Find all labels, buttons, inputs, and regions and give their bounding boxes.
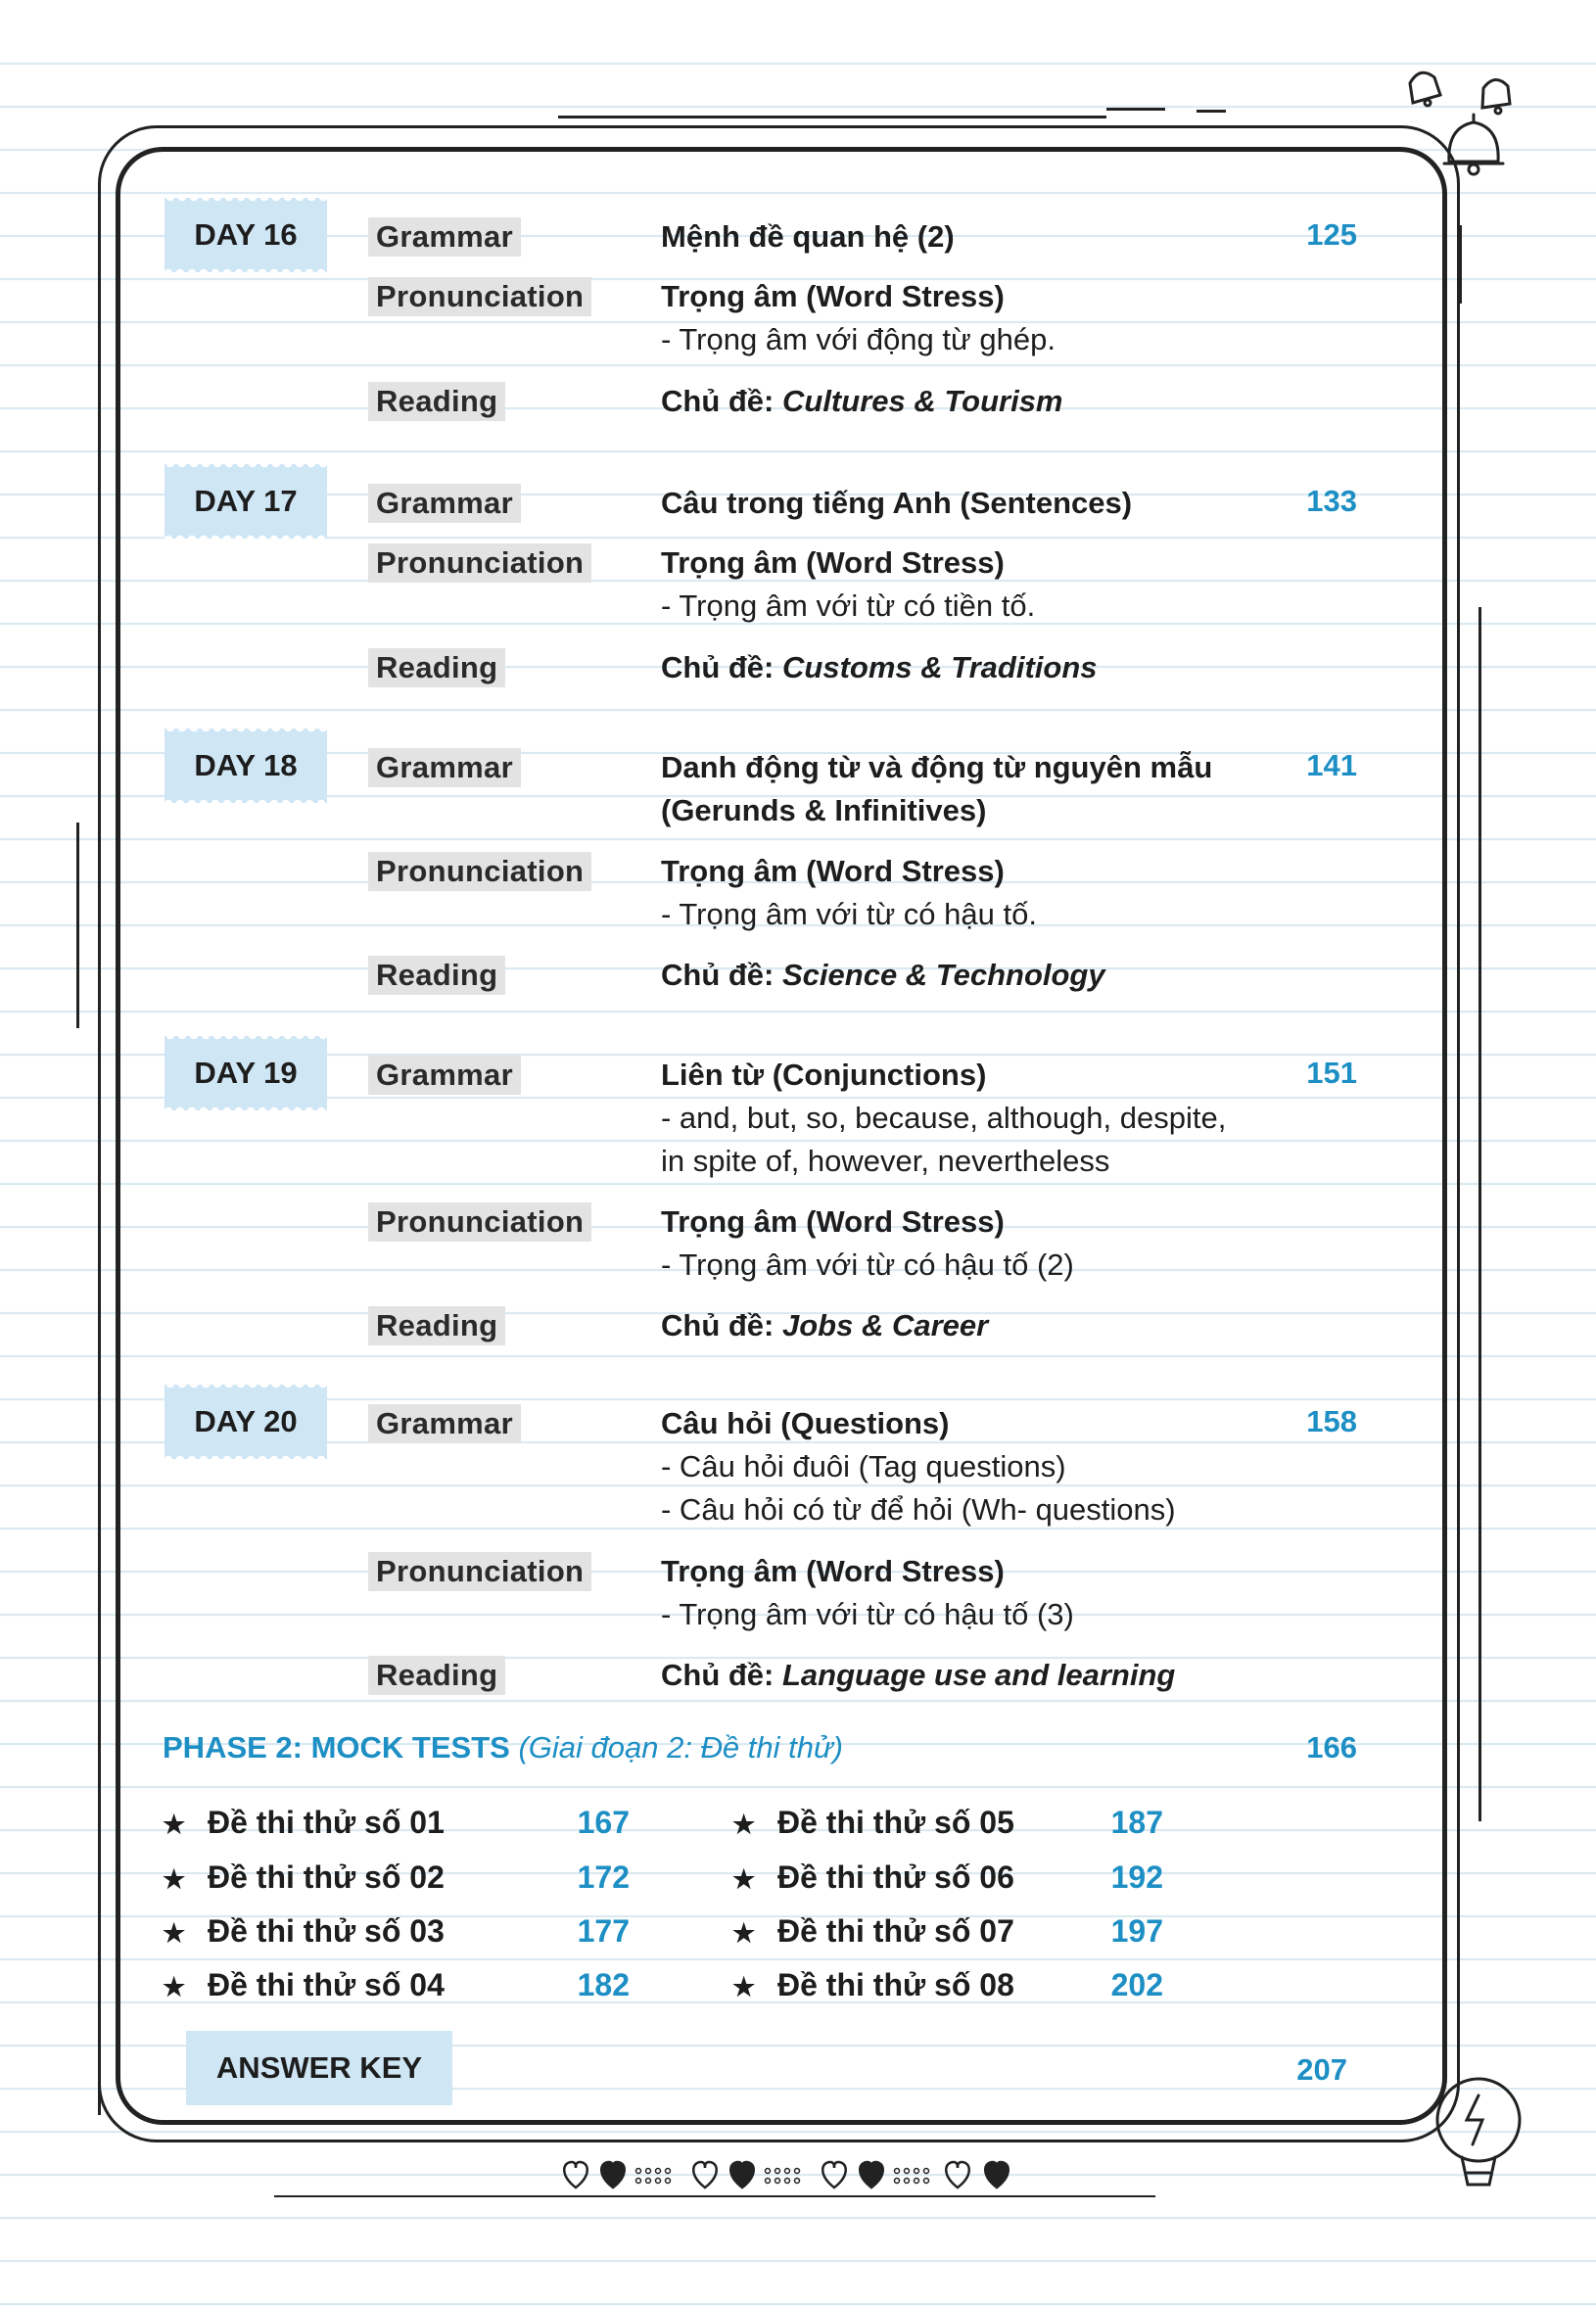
section-label-reading: Reading xyxy=(368,956,505,995)
topic-detail: - Câu hỏi có từ để hỏi (Wh- questions) xyxy=(661,1492,1176,1527)
section-label-pronunciation: Pronunciation xyxy=(368,852,591,891)
page-number: 207 xyxy=(1296,2052,1347,2087)
lightbulb-icon xyxy=(1425,2071,1532,2198)
topic-detail: - and, but, so, because, although, despite, xyxy=(661,1101,1227,1135)
day-tag: DAY 16 xyxy=(164,198,327,272)
section-label-pronunciation: Pronunciation xyxy=(368,277,591,316)
topic-theme: Science & Technology xyxy=(782,958,1105,992)
topic-entry xyxy=(661,954,1105,997)
topic-theme: Cultures & Tourism xyxy=(782,384,1063,418)
bells-icon xyxy=(1390,54,1537,181)
section-label-reading: Reading xyxy=(368,1306,505,1345)
topic-prefix: Chủ đề: xyxy=(661,384,782,418)
section-label-grammar: Grammar xyxy=(368,1404,521,1443)
topic-entry xyxy=(661,1200,1074,1287)
star-icon: ★ xyxy=(732,1972,756,2001)
topic-entry xyxy=(661,1550,1074,1636)
topic-entry xyxy=(661,541,1035,628)
mock-test-item: ★ Đề thi thử số 06 xyxy=(732,1859,1014,1895)
star-icon: ★ xyxy=(163,1810,186,1839)
mock-test-item: ★ Đề thi thử số 08 xyxy=(732,1967,1014,2002)
topic-detail: - Trọng âm với từ có tiền tố. xyxy=(661,588,1036,623)
page-number: 151 xyxy=(1306,1056,1357,1090)
section-label-reading: Reading xyxy=(368,648,505,687)
topic-detail: - Trọng âm với từ có hậu tố. xyxy=(661,897,1037,931)
topic-entry xyxy=(661,215,955,259)
topic-entry xyxy=(661,1654,1175,1697)
section-label-grammar: Grammar xyxy=(368,748,521,787)
topic-title: Câu trong tiếng Anh (Sentences) xyxy=(661,486,1133,520)
section-label-pronunciation: Pronunciation xyxy=(368,1552,591,1591)
mock-test-page: 182 xyxy=(577,1967,630,2002)
topic-detail: - Câu hỏi đuôi (Tag questions) xyxy=(661,1449,1066,1483)
topic-entry xyxy=(661,482,1132,525)
topic-prefix: Chủ đề: xyxy=(661,1658,782,1692)
mock-test-page: 167 xyxy=(577,1805,630,1840)
day-tag: DAY 20 xyxy=(164,1385,327,1459)
day-tag: DAY 17 xyxy=(164,464,327,539)
star-icon: ★ xyxy=(163,1864,186,1894)
section-label-reading: Reading xyxy=(368,1656,505,1695)
star-icon: ★ xyxy=(732,1864,756,1894)
star-icon: ★ xyxy=(163,1972,186,2001)
mock-test-item: ★ Đề thi thử số 03 xyxy=(163,1913,445,1949)
topic-entry xyxy=(661,380,1063,423)
topic-detail: - Trọng âm với động từ ghép. xyxy=(661,322,1056,356)
topic-title: Trọng âm (Word Stress) xyxy=(661,854,1005,888)
star-icon: ★ xyxy=(163,1918,186,1948)
topic-title: Danh động từ và động từ nguyên mẫu xyxy=(661,750,1213,784)
frame-sketch-dash xyxy=(1197,110,1226,113)
star-icon: ★ xyxy=(732,1810,756,1839)
hearts-divider-icon xyxy=(558,2156,1018,2195)
page-number: 125 xyxy=(1306,217,1357,252)
phase2-subtitle: (Giai đoạn 2: Đề thi thử) xyxy=(518,1730,843,1765)
mock-test-item: ★ Đề thi thử số 04 xyxy=(163,1967,445,2002)
topic-theme: Jobs & Career xyxy=(782,1308,989,1342)
topic-detail: in spite of, however, nevertheless xyxy=(661,1144,1110,1178)
mock-test-item: ★ Đề thi thử số 01 xyxy=(163,1805,445,1840)
page-number: 158 xyxy=(1306,1404,1357,1438)
page-number: 166 xyxy=(1306,1730,1357,1765)
mock-test-item: ★ Đề thi thử số 05 xyxy=(732,1805,1014,1840)
section-label-reading: Reading xyxy=(368,382,505,421)
topic-prefix: Chủ đề: xyxy=(661,1308,782,1342)
topic-entry xyxy=(661,746,1212,832)
answer-key-tag: ANSWER KEY xyxy=(186,2031,452,2105)
topic-title: Trọng âm (Word Stress) xyxy=(661,279,1005,313)
frame-sketch-dash xyxy=(1106,108,1165,111)
mock-test-page: 197 xyxy=(1110,1913,1163,1949)
section-label-grammar: Grammar xyxy=(368,217,521,257)
frame-sketch-side xyxy=(98,2056,101,2115)
phase2-heading xyxy=(163,1730,843,1765)
frame-sketch-line xyxy=(558,116,1106,118)
frame-sketch-side xyxy=(76,823,79,1028)
topic-title: Liên từ (Conjunctions) xyxy=(661,1058,987,1092)
frame-sketch-side xyxy=(1459,225,1462,304)
section-label-pronunciation: Pronunciation xyxy=(368,1202,591,1242)
topic-entry xyxy=(661,646,1098,689)
topic-prefix: Chủ đề: xyxy=(661,650,782,684)
topic-prefix: Chủ đề: xyxy=(661,958,782,992)
mock-test-page: 172 xyxy=(577,1859,630,1895)
day-tag: DAY 18 xyxy=(164,729,327,803)
topic-detail: - Trọng âm với từ có hậu tố (3) xyxy=(661,1597,1074,1631)
topic-theme: Language use and learning xyxy=(782,1658,1176,1692)
mock-test-item: ★ Đề thi thử số 07 xyxy=(732,1913,1014,1949)
day-tag: DAY 19 xyxy=(164,1036,327,1110)
section-label-grammar: Grammar xyxy=(368,1056,521,1095)
mock-test-page: 177 xyxy=(577,1913,630,1949)
mock-test-item: ★ Đề thi thử số 02 xyxy=(163,1859,445,1895)
mock-test-page: 187 xyxy=(1110,1805,1163,1840)
topic-detail: - Trọng âm với từ có hậu tố (2) xyxy=(661,1247,1074,1282)
mock-test-page: 192 xyxy=(1110,1859,1163,1895)
topic-title: Mệnh đề quan hệ (2) xyxy=(661,219,955,254)
topic-entry xyxy=(661,1402,1176,1531)
frame-sketch-side xyxy=(1479,607,1481,1821)
frame-sketch-bottom xyxy=(274,2195,1155,2197)
topic-entry xyxy=(661,1054,1226,1183)
section-label-grammar: Grammar xyxy=(368,484,521,523)
star-icon: ★ xyxy=(732,1918,756,1948)
section-label-pronunciation: Pronunciation xyxy=(368,543,591,583)
topic-title: Trọng âm (Word Stress) xyxy=(661,1204,1005,1239)
topic-theme: Customs & Traditions xyxy=(782,650,1098,684)
topic-entry xyxy=(661,850,1037,936)
topic-title-line2: (Gerunds & Infinitives) xyxy=(661,793,987,827)
topic-title: Trọng âm (Word Stress) xyxy=(661,1554,1005,1588)
topic-title: Trọng âm (Word Stress) xyxy=(661,545,1005,580)
phase2-title: PHASE 2: MOCK TESTS xyxy=(163,1730,519,1765)
topic-entry xyxy=(661,275,1056,361)
topic-entry xyxy=(661,1304,988,1347)
page-number: 141 xyxy=(1306,748,1357,782)
topic-title: Câu hỏi (Questions) xyxy=(661,1406,950,1440)
page-number: 133 xyxy=(1306,484,1357,518)
mock-test-page: 202 xyxy=(1110,1967,1163,2002)
